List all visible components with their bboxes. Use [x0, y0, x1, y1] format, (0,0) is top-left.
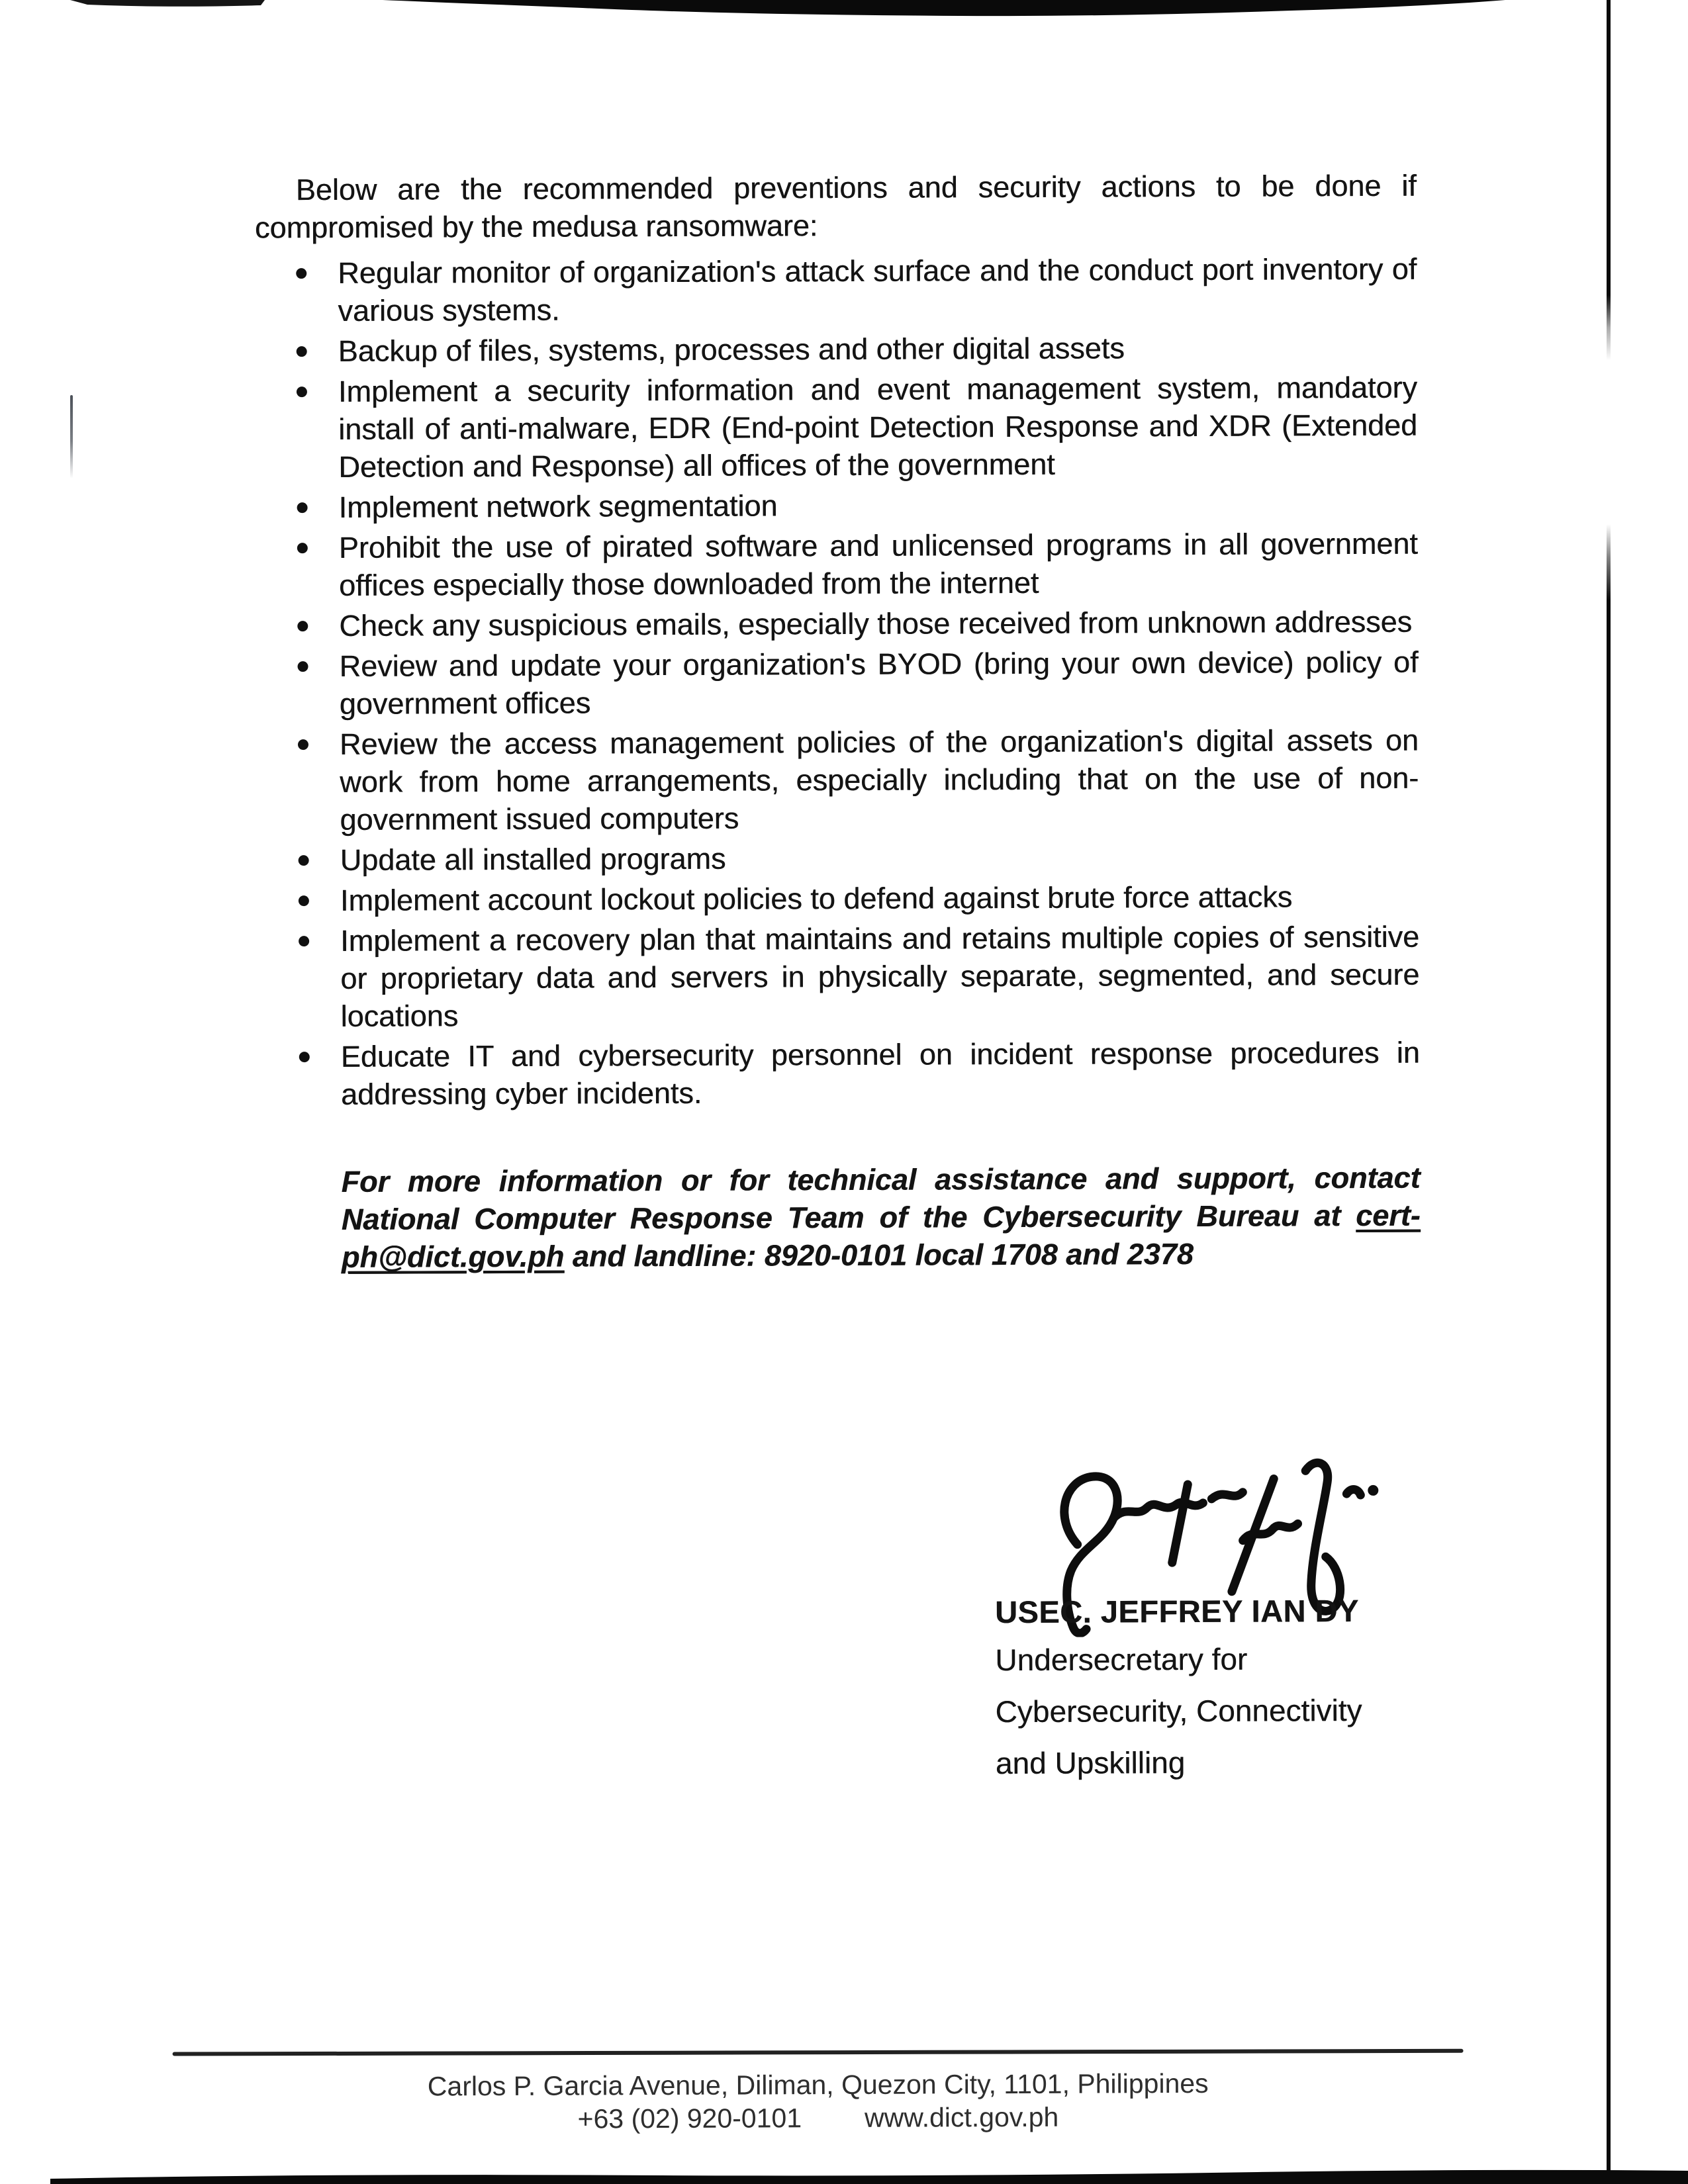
signatory-title-line: and Upskilling: [995, 1745, 1186, 1781]
bullet-icon: [299, 855, 309, 866]
list-item: [258, 837, 1419, 880]
contact-text-before: For more information or for technical assistance and support, contact National Computer Response Team of the Cybersecurity Bureau at: [341, 1160, 1421, 1236]
footer-address: Carlos P. Garcia Avenue, Diliman, Quezon City, 1101, Philippines: [427, 2068, 1209, 2102]
contact-email: cert-ph@dict.gov.ph: [341, 1198, 1421, 1274]
bullet-icon: [297, 621, 308, 631]
list-item-text: Review and update your organization's BYOD (bring your own device) policy of government offices: [339, 645, 1419, 721]
bullet-icon: [296, 268, 306, 279]
contact-text-after: and landline: 8920-0101 local 1708 and 2378: [564, 1236, 1194, 1273]
bullet-icon: [299, 895, 309, 906]
page-footer: [173, 2048, 1464, 2136]
footer-website: www.dict.gov.ph: [865, 2101, 1059, 2133]
list-item-text: Prohibit the use of pirated software and unlicensed programs in all government offices especially those downloaded from the internet: [338, 526, 1418, 602]
bullet-icon: [297, 387, 307, 397]
footer-contact-line: [173, 2099, 1464, 2136]
letter-body: [255, 167, 1421, 1277]
list-item-text: Backup of files, systems, processes and other digital assets: [338, 331, 1125, 368]
bullet-icon: [299, 936, 309, 946]
list-item-text: Review the access management policies of the organization's digital assets on work from home arrangements, especially including that on the use of non-government issued computers: [339, 723, 1419, 837]
signature-block: [995, 1588, 1472, 1789]
bullet-icon: [299, 1052, 310, 1062]
list-item: [256, 369, 1418, 486]
bullet-icon: [297, 502, 308, 513]
signatory-title-line: Undersecretary for: [995, 1641, 1248, 1678]
list-item-text: Implement network segmentation: [338, 488, 778, 524]
bullet-icon: [297, 346, 307, 357]
list-item-text: Implement account lockout policies to defend against brute force attacks: [340, 880, 1293, 917]
list-item: [258, 878, 1419, 920]
footer-phone: +63 (02) 920-0101: [577, 2103, 802, 2134]
footer-divider: [173, 2049, 1464, 2056]
list-item: [256, 603, 1418, 645]
bullet-icon: [298, 739, 308, 750]
list-item-text: Implement a recovery plan that maintains and retains multiple copies of sensitive or proprietary data and servers in physically separate, segmented, and secure locations: [340, 919, 1420, 1033]
list-item-text: Regular monitor of organization's attack surface and the conduct port inventory of various systems.: [338, 251, 1417, 328]
bullet-icon: [297, 661, 308, 672]
security-actions-list: [255, 250, 1420, 1114]
list-item: [256, 328, 1417, 371]
list-item: [256, 484, 1417, 527]
signatory-title-line: Cybersecurity, Connectivity: [995, 1693, 1362, 1729]
list-item-text: Educate IT and cybersecurity personnel on incident response procedures in addressing cyber incidents.: [340, 1035, 1420, 1111]
list-item-text: Update all installed programs: [340, 841, 726, 877]
list-item-text: Implement a security information and event management system, mandatory install of anti-malware, EDR (End-point Detection Response and XDR (Extended Detection and Response) all offices of the government: [338, 370, 1418, 484]
list-item-text: Check any suspicious emails, especially those received from unknown addresses: [339, 604, 1413, 643]
list-item: [255, 250, 1417, 330]
list-item: [258, 918, 1420, 1036]
list-item: [256, 643, 1418, 723]
bullet-icon: [297, 543, 308, 553]
list-item: [256, 525, 1418, 605]
list-item: [257, 721, 1419, 839]
contact-paragraph: [258, 1159, 1421, 1277]
intro-paragraph: Below are the recommended preventions and security actions to be done if compromised by the medusa ransomware:: [254, 168, 1417, 245]
list-item: [258, 1034, 1420, 1114]
signatory-name: USEC. JEFFREY IAN DY: [994, 1593, 1359, 1630]
